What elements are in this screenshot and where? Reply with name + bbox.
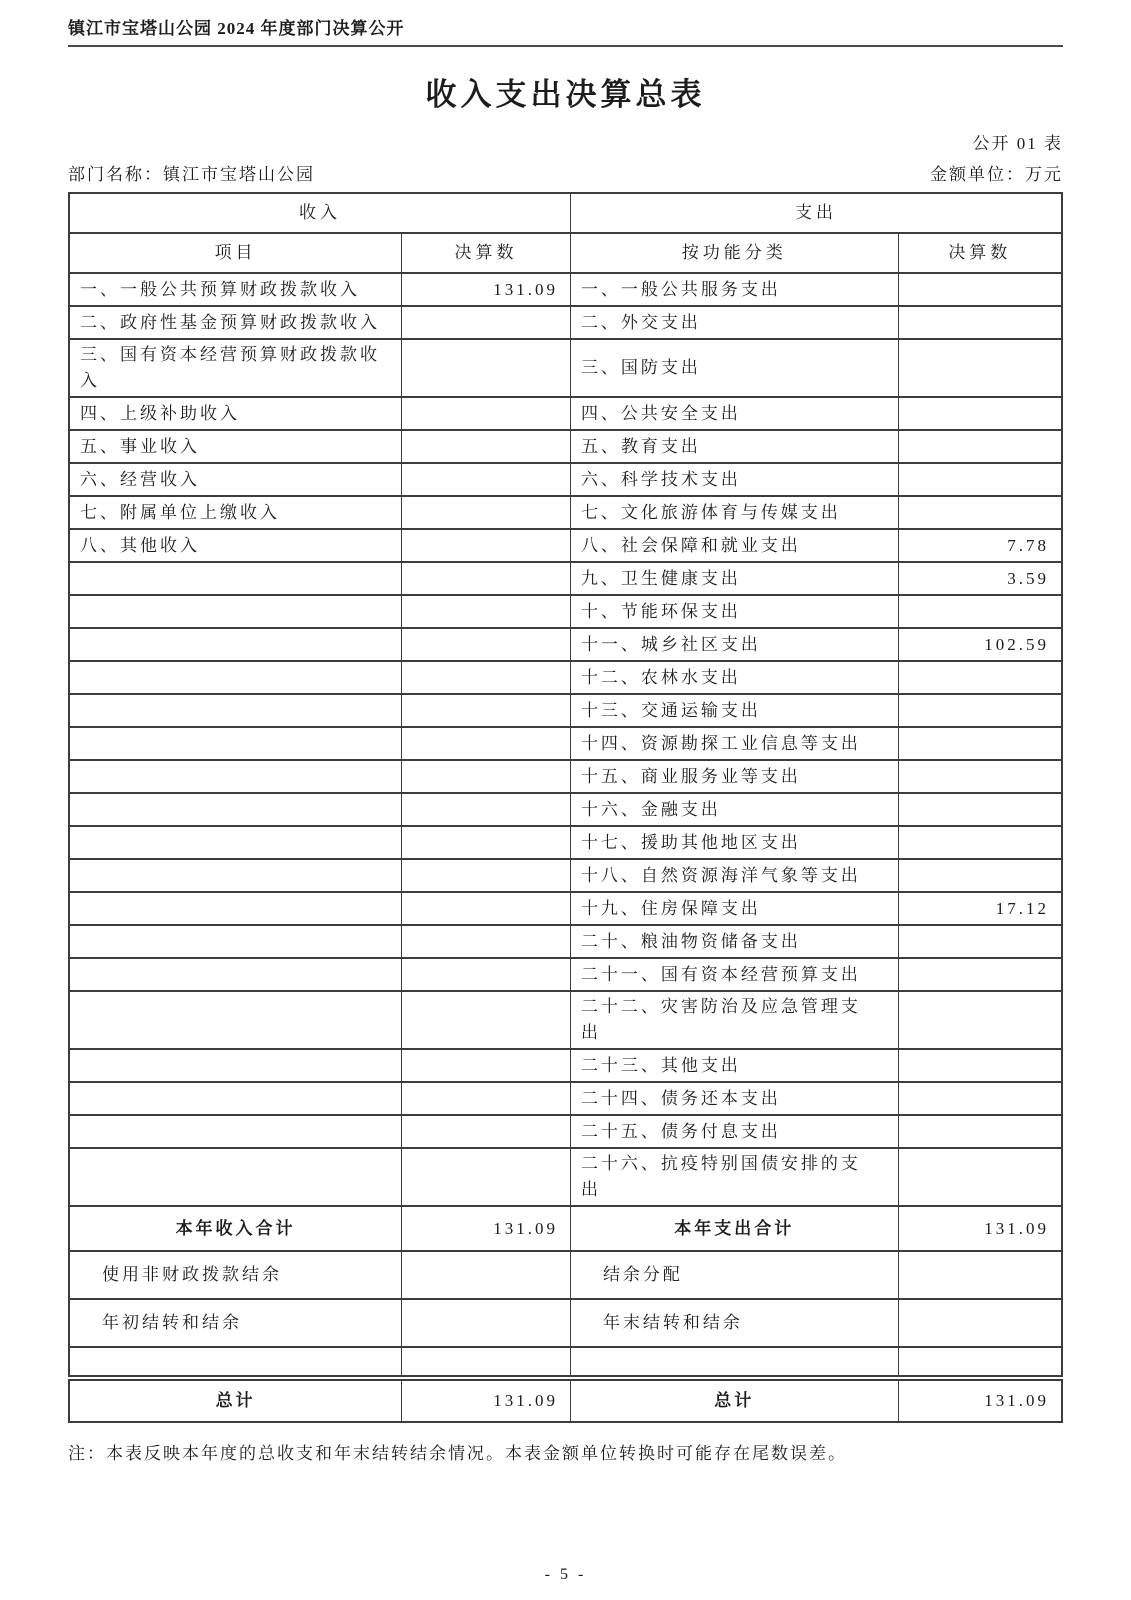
income-value-cell [402, 1299, 571, 1347]
expense-item-cell: 二十四、债务还本支出 [570, 1082, 898, 1115]
income-item-cell [69, 1148, 402, 1206]
expense-value-cell [898, 273, 1062, 306]
table-row [69, 892, 1062, 925]
table-row [69, 859, 1062, 892]
expense-value-cell [898, 1347, 1062, 1378]
column-header-expense-item: 按功能分类 [570, 233, 898, 273]
table-row [69, 430, 1062, 463]
table-row [69, 661, 1062, 694]
income-value-cell [402, 463, 571, 496]
expense-item-cell: 二十五、债务付息支出 [570, 1115, 898, 1148]
income-item-cell: 五、事业收入 [69, 430, 402, 463]
income-value-cell: 131.09 [402, 1206, 571, 1251]
table-row [69, 1206, 1062, 1251]
expense-item-cell: 七、文化旅游体育与传媒支出 [570, 496, 898, 529]
expense-item-cell: 六、科学技术支出 [570, 463, 898, 496]
income-item-cell: 八、其他收入 [69, 529, 402, 562]
budget-summary-table [68, 192, 1063, 1423]
income-item-cell [69, 760, 402, 793]
section-header-row [69, 193, 1062, 233]
expense-value-cell [898, 925, 1062, 958]
income-value-cell [402, 1049, 571, 1082]
table-row [69, 529, 1062, 562]
expense-value-cell [898, 397, 1062, 430]
expense-value-cell [898, 496, 1062, 529]
expense-value-cell [898, 661, 1062, 694]
table-row [69, 958, 1062, 991]
expense-item-cell: 二十六、抗疫特别国债安排的支出 [570, 1148, 898, 1206]
unit-label: 金额单位：万元 [930, 165, 1063, 184]
expense-value-cell [898, 595, 1062, 628]
table-row [69, 1049, 1062, 1082]
expense-value-cell [898, 958, 1062, 991]
income-value-cell [402, 496, 571, 529]
expense-item-cell: 三、国防支出 [570, 339, 898, 397]
income-value-cell [402, 306, 571, 339]
expense-section-header: 支出 [570, 193, 1062, 233]
income-value-cell [402, 430, 571, 463]
table-row [69, 1082, 1062, 1115]
table-row [69, 595, 1062, 628]
table-number: 公开 01 表 [972, 134, 1063, 153]
income-item-cell [69, 958, 402, 991]
expense-item-cell: 九、卫生健康支出 [570, 562, 898, 595]
table-row [69, 826, 1062, 859]
expense-value-cell: 102.59 [898, 628, 1062, 661]
income-value-cell [402, 793, 571, 826]
expense-item-cell: 八、社会保障和就业支出 [570, 529, 898, 562]
income-item-cell [69, 595, 402, 628]
table-row [69, 1148, 1062, 1206]
table-row [69, 1115, 1062, 1148]
table-row [69, 397, 1062, 430]
income-value-cell [402, 661, 571, 694]
income-value-cell: 131.09 [402, 273, 571, 306]
expense-value-cell [898, 694, 1062, 727]
column-header-income-value: 决算数 [402, 233, 571, 273]
income-value-cell [402, 628, 571, 661]
income-item-cell [69, 661, 402, 694]
income-value-cell: 131.09 [402, 1378, 571, 1422]
expense-value-cell [898, 760, 1062, 793]
income-item-cell [69, 793, 402, 826]
expense-item-cell: 十四、资源勘探工业信息等支出 [570, 727, 898, 760]
income-item-cell [69, 1049, 402, 1082]
expense-value-cell [898, 463, 1062, 496]
table-row [69, 991, 1062, 1049]
table-row [69, 628, 1062, 661]
income-value-cell [402, 1082, 571, 1115]
page-title: 收入支出决算总表 [425, 77, 706, 112]
income-item-cell: 本年收入合计 [69, 1206, 402, 1251]
expense-item-cell: 十八、自然资源海洋气象等支出 [570, 859, 898, 892]
expense-item-cell: 二、外交支出 [570, 306, 898, 339]
expense-item-cell: 十三、交通运输支出 [570, 694, 898, 727]
income-item-cell [69, 826, 402, 859]
income-item-cell: 年初结转和结余 [69, 1299, 402, 1347]
expense-value-cell [898, 1148, 1062, 1206]
table-row [69, 463, 1062, 496]
income-value-cell [402, 958, 571, 991]
income-value-cell [402, 925, 571, 958]
expense-value-cell [898, 1082, 1062, 1115]
expense-item-cell: 本年支出合计 [570, 1206, 898, 1251]
expense-item-cell: 十七、援助其他地区支出 [570, 826, 898, 859]
table-row [69, 1347, 1062, 1378]
income-item-cell [69, 1082, 402, 1115]
income-value-cell [402, 1115, 571, 1148]
table-row [69, 727, 1062, 760]
income-item-cell: 使用非财政拨款结余 [69, 1251, 402, 1299]
page-number: - 5 - [544, 1566, 587, 1583]
income-item-cell [69, 859, 402, 892]
expense-item-cell: 年末结转和结余 [570, 1299, 898, 1347]
table-row [69, 793, 1062, 826]
expense-item-cell: 二十一、国有资本经营预算支出 [570, 958, 898, 991]
expense-value-cell [898, 306, 1062, 339]
column-header-expense-value: 决算数 [898, 233, 1062, 273]
income-item-cell [69, 694, 402, 727]
table-head [69, 193, 1062, 273]
expense-item-cell [570, 1347, 898, 1378]
income-item-cell [69, 562, 402, 595]
income-item-cell: 四、上级补助收入 [69, 397, 402, 430]
expense-item-cell: 二十二、灾害防治及应急管理支出 [570, 991, 898, 1049]
income-value-cell [402, 562, 571, 595]
table-row [69, 1378, 1062, 1422]
expense-value-cell [898, 430, 1062, 463]
expense-value-cell: 131.09 [898, 1206, 1062, 1251]
table-row [69, 339, 1062, 397]
income-item-cell: 总计 [69, 1378, 402, 1422]
expense-item-cell: 十五、商业服务业等支出 [570, 760, 898, 793]
table-meta-row [68, 160, 1063, 185]
income-item-cell [69, 892, 402, 925]
income-value-cell [402, 397, 571, 430]
expense-value-cell: 3.59 [898, 562, 1062, 595]
expense-value-cell [898, 826, 1062, 859]
income-value-cell [402, 339, 571, 397]
income-value-cell [402, 529, 571, 562]
column-header-income-item: 项目 [69, 233, 402, 273]
expense-value-cell [898, 1049, 1062, 1082]
expense-value-cell [898, 991, 1062, 1049]
expense-value-cell [898, 1251, 1062, 1299]
income-value-cell [402, 1251, 571, 1299]
doc-header-title: 镇江市宝塔山公园 2024 年度部门决算公开 [68, 19, 405, 38]
table-row [69, 925, 1062, 958]
table-row [69, 760, 1062, 793]
expense-value-cell: 131.09 [898, 1378, 1062, 1422]
income-item-cell: 三、国有资本经营预算财政拨款收入 [69, 339, 402, 397]
table-row [69, 273, 1062, 306]
expense-item-cell: 结余分配 [570, 1251, 898, 1299]
table-row [69, 562, 1062, 595]
table-row [69, 306, 1062, 339]
table-body [69, 273, 1062, 1422]
income-value-cell [402, 991, 571, 1049]
table-row [69, 1251, 1062, 1299]
income-value-cell [402, 595, 571, 628]
income-item-cell: 一、一般公共预算财政拨款收入 [69, 273, 402, 306]
expense-value-cell [898, 339, 1062, 397]
table-row [69, 496, 1062, 529]
expense-item-cell: 十、节能环保支出 [570, 595, 898, 628]
income-item-cell [69, 628, 402, 661]
expense-item-cell: 二十、粮油物资储备支出 [570, 925, 898, 958]
expense-value-cell [898, 727, 1062, 760]
income-item-cell [69, 1115, 402, 1148]
income-item-cell: 七、附属单位上缴收入 [69, 496, 402, 529]
expense-item-cell: 一、一般公共服务支出 [570, 273, 898, 306]
expense-value-cell: 7.78 [898, 529, 1062, 562]
expense-item-cell: 二十三、其他支出 [570, 1049, 898, 1082]
table-row [69, 694, 1062, 727]
income-value-cell [402, 826, 571, 859]
income-value-cell [402, 1347, 571, 1378]
income-item-cell [69, 1347, 402, 1378]
expense-value-cell: 17.12 [898, 892, 1062, 925]
expense-item-cell: 十九、住房保障支出 [570, 892, 898, 925]
income-item-cell [69, 991, 402, 1049]
expense-item-cell: 十一、城乡社区支出 [570, 628, 898, 661]
income-item-cell [69, 727, 402, 760]
income-value-cell [402, 1148, 571, 1206]
note: 注：本表反映本年度的总收支和年末结转结余情况。本表金额单位转换时可能存在尾数误差。 [68, 1444, 847, 1463]
income-item-cell: 二、政府性基金预算财政拨款收入 [69, 306, 402, 339]
income-value-cell [402, 694, 571, 727]
expense-value-cell [898, 859, 1062, 892]
column-header-row [69, 233, 1062, 273]
expense-value-cell [898, 1115, 1062, 1148]
income-item-cell: 六、经营收入 [69, 463, 402, 496]
income-value-cell [402, 892, 571, 925]
expense-value-cell [898, 793, 1062, 826]
expense-item-cell: 十六、金融支出 [570, 793, 898, 826]
expense-value-cell [898, 1299, 1062, 1347]
expense-item-cell: 四、公共安全支出 [570, 397, 898, 430]
income-value-cell [402, 859, 571, 892]
doc-header [68, 14, 1063, 47]
income-value-cell [402, 760, 571, 793]
expense-item-cell: 五、教育支出 [570, 430, 898, 463]
department-name: 部门名称：镇江市宝塔山公园 [68, 165, 315, 184]
income-item-cell [69, 925, 402, 958]
table-row [69, 1299, 1062, 1347]
expense-item-cell: 十二、农林水支出 [570, 661, 898, 694]
expense-item-cell: 总计 [570, 1378, 898, 1422]
income-value-cell [402, 727, 571, 760]
income-section-header: 收入 [69, 193, 570, 233]
